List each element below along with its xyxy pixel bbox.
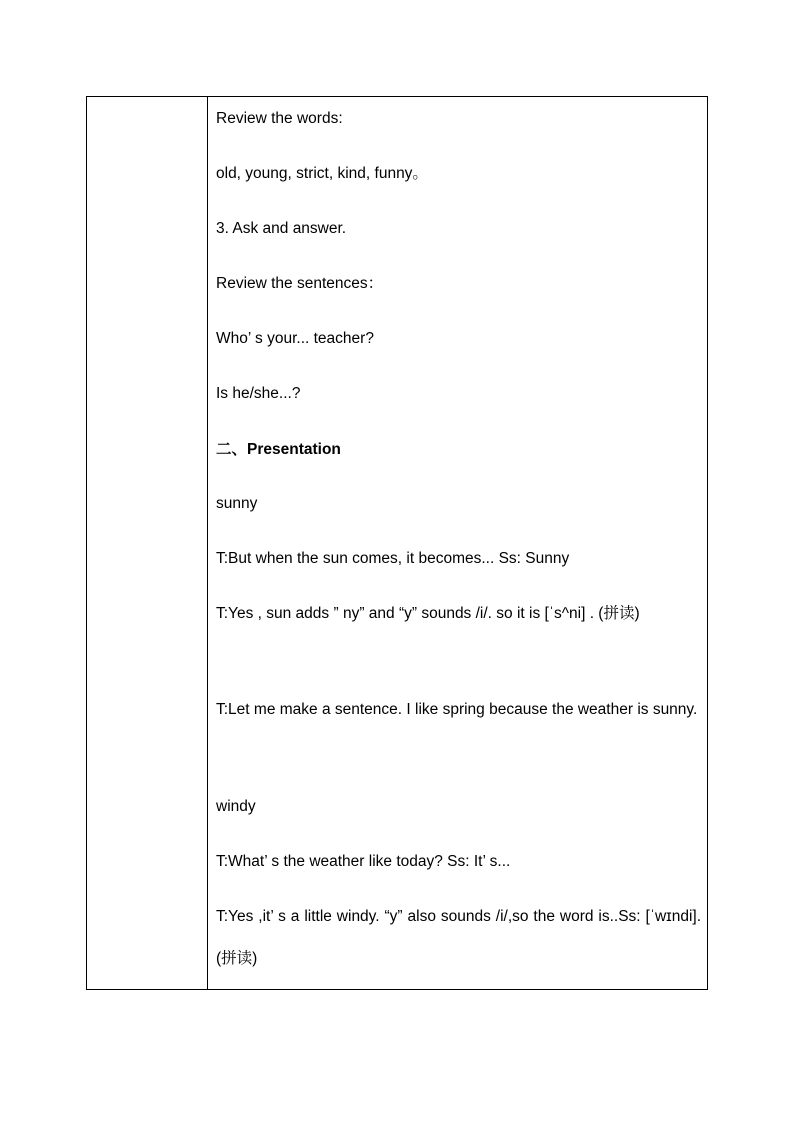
sentence-who: Who’ s your... teacher? bbox=[216, 330, 374, 347]
dialogue-sun: T:But when the sun comes, it becomes... Ss: Sunny bbox=[216, 550, 570, 567]
ask-answer-heading: 3. Ask and answer. bbox=[216, 220, 347, 237]
dialogue-sunny-phonics: T:Yes , sun adds ” ny” and “y” sounds /i/. so it is [ˈs^ni] . (拼读) bbox=[216, 605, 640, 622]
presentation-heading: 二、Presentation bbox=[216, 441, 341, 458]
review-sentences-heading: Review the sentences： bbox=[216, 275, 384, 292]
word-windy: windy bbox=[216, 798, 256, 815]
review-words-heading: Review the words: bbox=[216, 110, 343, 127]
left-column-cell bbox=[87, 97, 208, 989]
sentence-is: Is he/she...? bbox=[216, 385, 301, 402]
dialogue-windy-phonics: T:Yes ,it’ s a little windy. “y” also sounds /i/,so the word is..Ss: [ˈwɪndi].(拼读) bbox=[216, 908, 701, 967]
word-list: old, young, strict, kind, funny。 bbox=[216, 165, 428, 182]
lesson-content-cell bbox=[208, 97, 707, 989]
dialogue-sentence-spring: T:Let me make a sentence. I like spring because the weather is sunny. bbox=[216, 701, 698, 718]
lesson-table bbox=[86, 96, 708, 990]
word-sunny: sunny bbox=[216, 495, 258, 512]
dialogue-weather: T:What’ s the weather like today? Ss: It’ s... bbox=[216, 853, 511, 870]
